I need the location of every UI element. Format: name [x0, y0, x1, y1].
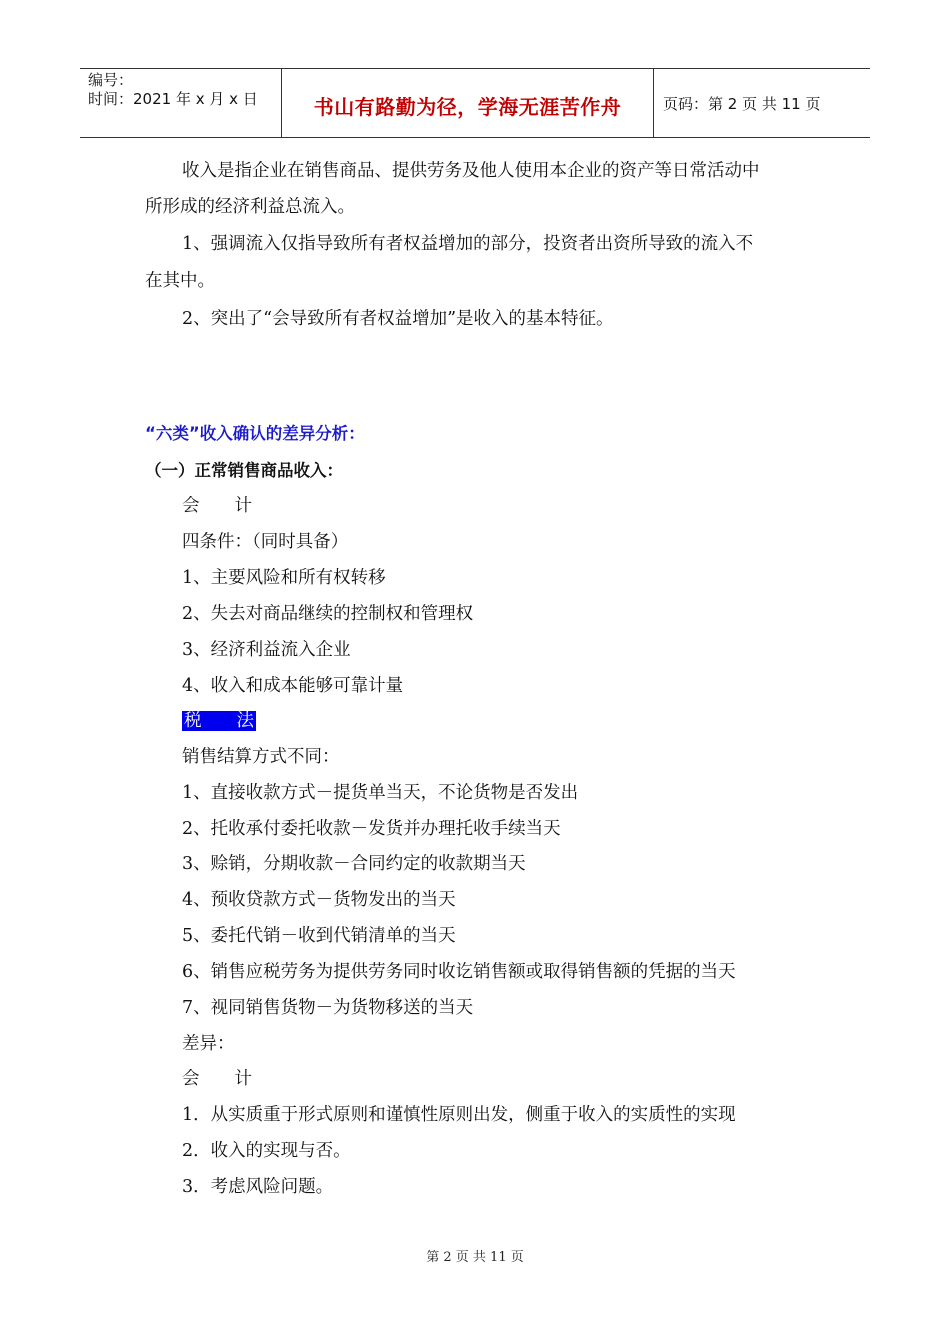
- time-label: 时间：2021 年 x 月 x 日: [88, 90, 258, 108]
- paragraph-line: 所形成的经济利益总流入。: [145, 197, 355, 217]
- header-page-info: 页码：第 2 页 共 11 页: [663, 94, 821, 113]
- list-item: 4、收入和成本能够可靠计量: [182, 676, 404, 696]
- list-item: 7、视同销售货物－为货物移送的当天: [182, 998, 474, 1018]
- difference-label: 差异：: [182, 1034, 235, 1054]
- list-item: 5、委托代销－收到代销清单的当天: [182, 926, 456, 946]
- list-item: 3、赊销，分期收款－合同约定的收款期当天: [182, 854, 526, 874]
- paragraph-line: 在其中。: [145, 271, 215, 291]
- tax-law-label: 税 法: [184, 711, 254, 731]
- accounting-label: 会 计: [182, 1069, 252, 1089]
- number-label: 编号：: [88, 71, 134, 89]
- header-meta: [80, 69, 282, 137]
- paragraph-line: 2、突出了“会导致所有者权益增加”是收入的基本特征。: [182, 309, 614, 329]
- header-motto: 书山有路勤为径，学海无涯苦作舟: [282, 69, 654, 137]
- accounting-label: 会 计: [182, 496, 252, 516]
- list-intro: 四条件：（同时具备）: [182, 532, 349, 552]
- list-item: 1．从实质重于形式原则和谨慎性原则出发，侧重于收入的实质性的实现: [182, 1105, 736, 1125]
- page-header: [80, 68, 870, 138]
- list-item: 1、直接收款方式－提货单当天，不论货物是否发出: [182, 783, 579, 803]
- list-intro: 销售结算方式不同：: [182, 747, 340, 767]
- list-item: 6、销售应税劳务为提供劳务同时收讫销售额或取得销售额的凭据的当天: [182, 962, 736, 982]
- list-item: 2、托收承付委托收款－发货并办理托收手续当天: [182, 819, 561, 839]
- list-item: 3．考虑风险问题。: [182, 1177, 334, 1197]
- list-item: 1、主要风险和所有权转移: [182, 568, 386, 588]
- tax-law-label-wrap: [182, 710, 256, 732]
- paragraph-line: 1、强调流入仅指导致所有者权益增加的部分，投资者出资所导致的流入不: [182, 234, 754, 254]
- page-footer: 第 2 页 共 11 页: [426, 1250, 524, 1265]
- list-item: 2．收入的实现与否。: [182, 1141, 351, 1161]
- list-item: 2、失去对商品继续的控制权和管理权: [182, 604, 474, 624]
- paragraph-line: 收入是指企业在销售商品、提供劳务及他人使用本企业的资产等日常活动中: [182, 161, 760, 181]
- subsection-title: （一）正常销售商品收入：: [145, 461, 343, 480]
- list-item: 3、经济利益流入企业: [182, 640, 351, 660]
- list-item: 4、预收贷款方式－货物发出的当天: [182, 890, 456, 910]
- section-title: “六类”收入确认的差异分析：: [145, 424, 365, 443]
